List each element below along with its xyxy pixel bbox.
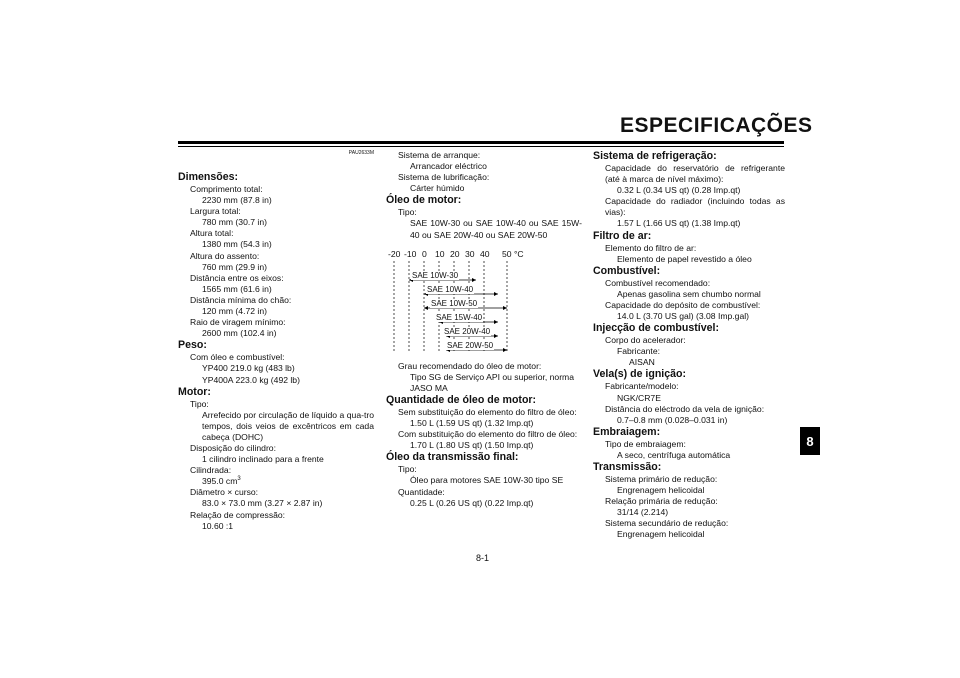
spec-value: SAE 10W-30 ou SAE 10W-40 ou SAE 15W-40 ou SAE 20W-40 ou SAE 20W-50 xyxy=(410,218,582,240)
spec-label: Raio de viragem mínimo: xyxy=(190,317,286,328)
spec-value: 1 cilindro inclinado para a frente xyxy=(202,454,324,465)
chart-tick: -10 xyxy=(404,248,417,259)
spec-label: Sistema de lubrificação: xyxy=(398,172,490,183)
spec-label: Disposição do cilindro: xyxy=(190,442,276,453)
chart-tick: 50 °C xyxy=(502,248,524,259)
oil-grade-label: SAE 15W-40 xyxy=(436,312,483,322)
spec-label: Sistema primário de redução: xyxy=(605,473,718,484)
section-clutch: Embraiagem: xyxy=(593,425,661,438)
spec-label: Altura total: xyxy=(190,228,234,239)
spec-label: Distância mínima do chão: xyxy=(190,294,292,305)
spec-value: 1.57 L (1.66 US qt) (1.38 Imp.qt) xyxy=(617,218,741,229)
spec-label: Sistema de arranque: xyxy=(398,150,481,160)
chart-tick: 40 xyxy=(480,248,490,259)
spec-label: Distância do eléctrodo da vela de ignição: xyxy=(605,403,765,414)
spec-value: Elemento de papel revestido a óleo xyxy=(617,253,752,264)
spec-value: 1565 mm (61.6 in) xyxy=(202,283,272,294)
spec-value: 120 mm (4.72 in) xyxy=(202,306,267,317)
spec-label: Capacidade do depósito de combustível: xyxy=(605,299,761,310)
spec-value: Apenas gasolina sem chumbo normal xyxy=(617,288,761,299)
spec-value: 31/14 (2.214) xyxy=(617,507,669,518)
oil-grade-label: SAE 20W-50 xyxy=(447,340,494,350)
spec-value: YP400 219.0 kg (483 lb) xyxy=(202,363,295,374)
section-final-drive-oil: Óleo da transmissão final: xyxy=(386,451,519,464)
spec-value: 14.0 L (3.70 US gal) (3.08 Imp.gal) xyxy=(617,311,749,322)
chart-tick: 0 xyxy=(422,248,427,259)
spec-label: Com substituição do elemento do filtro de óleo: xyxy=(398,429,578,440)
section-weight: Peso: xyxy=(178,339,207,352)
spec-value: 0.7–0.8 mm (0.028–0.031 in) xyxy=(617,414,728,425)
oil-grade-label: SAE 10W-40 xyxy=(427,284,474,294)
spec-value: NGK/CR7E xyxy=(617,392,661,403)
page-number: 8-1 xyxy=(476,553,490,563)
spec-label: Tipo: xyxy=(190,398,209,409)
spec-label: Altura do assento: xyxy=(190,250,260,261)
spec-label: Fabricante/modelo: xyxy=(605,381,679,392)
spec-label: Largura total: xyxy=(190,206,241,217)
spec-label: Tipo: xyxy=(398,207,417,218)
spec-value: YP400A 223.0 kg (492 lb) xyxy=(202,374,300,385)
chart-tick: 10 xyxy=(435,248,445,259)
spec-label: Quantidade: xyxy=(398,486,445,497)
spec-value: Óleo para motores SAE 10W-30 tipo SE xyxy=(410,475,564,486)
spec-value: 2230 mm (87.8 in) xyxy=(202,195,272,206)
spec-label: Com óleo e combustível: xyxy=(190,352,285,363)
spec-value: 2600 mm (102.4 in) xyxy=(202,328,277,339)
oil-grade-label: SAE 10W-50 xyxy=(431,298,478,308)
spec-label: Elemento do filtro de ar: xyxy=(605,242,697,253)
section-dimensions: Dimensões: xyxy=(178,171,239,183)
section-spark-plug: Vela(s) de ignição: xyxy=(593,368,687,381)
spec-value: Arrancador eléctrico xyxy=(410,161,487,172)
spec-label: Tipo de embraiagem: xyxy=(605,438,686,449)
spec-label: Diâmetro × curso: xyxy=(190,487,259,498)
section-transmission: Transmissão: xyxy=(593,460,662,473)
spec-label: Sem substituição do elemento do filtro de óleo: xyxy=(398,406,577,417)
chart-tick: -20 xyxy=(388,248,401,259)
spec-label: Relação primária de redução: xyxy=(605,496,718,507)
spec-label: Capacidade do reservatório de refrigerante (até à marca de nível máximo): xyxy=(605,163,785,185)
spec-value: 0.32 L (0.34 US qt) (0.28 Imp.qt) xyxy=(617,185,741,196)
page-title: ESPECIFICAÇÕES xyxy=(620,114,813,137)
column-left xyxy=(178,150,374,532)
spec-label: Sistema secundário de redução: xyxy=(605,518,729,529)
spec-label: Corpo do acelerador: xyxy=(605,335,686,346)
spec-label: Combustível recomendado: xyxy=(605,277,711,288)
header-rule-thin xyxy=(178,146,784,147)
oil-grade-label: SAE 10W-30 xyxy=(412,270,459,280)
section-air-filter: Filtro de ar: xyxy=(593,229,652,242)
spec-label: Relação de compressão: xyxy=(190,509,286,520)
column-middle xyxy=(386,150,582,509)
section-cooling: Sistema de refrigeração: xyxy=(593,150,717,162)
spec-value: 0.25 L (0.26 US qt) (0.22 Imp.qt) xyxy=(410,497,534,508)
section-oil-quantity: Quantidade de óleo de motor: xyxy=(386,393,537,406)
oil-temperature-chart xyxy=(386,245,582,357)
section-engine: Motor: xyxy=(178,385,211,398)
spec-label: Cilindrada: xyxy=(190,465,232,476)
spec-value: Cárter húmido xyxy=(410,183,465,194)
spec-value: 1.50 L (1.59 US qt) (1.32 Imp.qt) xyxy=(410,418,534,429)
oil-grade-label: SAE 20W-40 xyxy=(444,326,491,336)
chart-tick: 30 xyxy=(465,248,475,259)
spec-label: Distância entre os eixos: xyxy=(190,272,284,283)
displacement-value: 395.0 cm xyxy=(202,476,238,487)
spec-value: 10.60 :1 xyxy=(202,520,234,531)
spec-label: Grau recomendado do óleo de motor: xyxy=(398,360,542,371)
spec-value: Engrenagem helicoidal xyxy=(617,485,705,496)
section-engine-oil: Óleo de motor: xyxy=(386,194,462,207)
spec-value: Engrenagem helicoidal xyxy=(617,529,705,540)
spec-value xyxy=(178,476,374,487)
spec-value: Arrefecido por circulação de líquido a qua-tro tempos, dois veios de excêntricos em cada cabeça (DOHC) xyxy=(202,409,374,442)
spec-value: 780 mm (30.7 in) xyxy=(202,217,267,228)
section-fuel: Combustível: xyxy=(593,264,661,277)
doc-code: PAU2633M xyxy=(348,150,374,156)
spec-label: Comprimento total: xyxy=(190,184,263,194)
column-right xyxy=(593,150,785,541)
spec-value: 760 mm (29.9 in) xyxy=(202,261,267,272)
spec-value: 1.70 L (1.80 US qt) (1.50 Imp.qt) xyxy=(410,440,534,451)
chart-tick: 20 xyxy=(450,248,460,259)
section-fuel-injection: Injecção de combustível: xyxy=(593,322,719,335)
spec-label: Capacidade do radiador (incluindo todas as vias): xyxy=(605,196,785,218)
spec-label: Fabricante: xyxy=(617,346,660,357)
chapter-tab: 8 xyxy=(800,427,820,455)
spec-value: Tipo SG de Serviço API ou superior, norma JASO MA xyxy=(410,371,574,393)
superscript: 3 xyxy=(237,476,241,483)
spec-value: 1380 mm (54.3 in) xyxy=(202,239,272,250)
spec-value: A seco, centrífuga automática xyxy=(617,449,731,460)
spec-label: Tipo: xyxy=(398,464,417,475)
spec-value: 83.0 × 73.0 mm (3.27 × 2.87 in) xyxy=(202,498,323,509)
header-rule xyxy=(178,141,784,144)
spec-value: AISAN xyxy=(629,357,655,368)
